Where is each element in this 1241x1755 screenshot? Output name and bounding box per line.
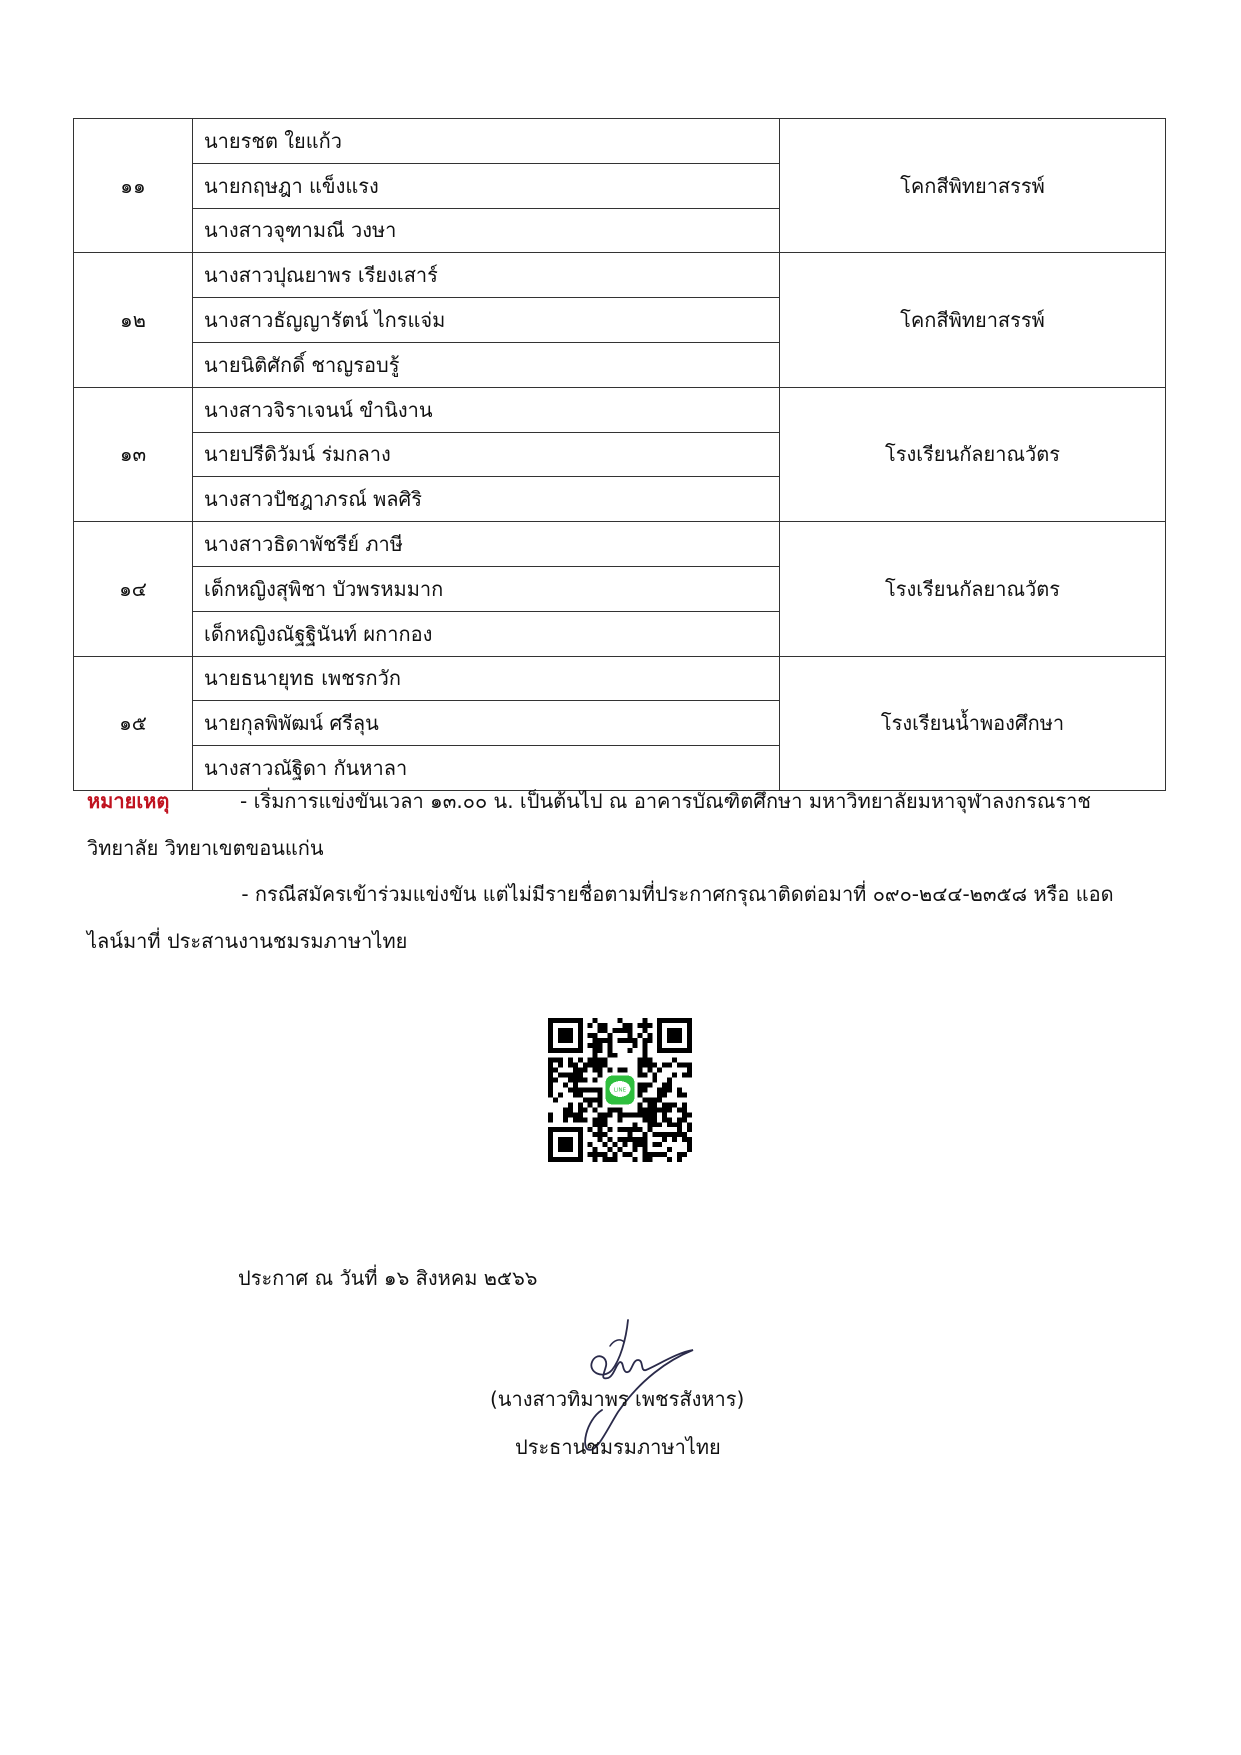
team-school: โรงเรียนน้ำพองศึกษา: [780, 656, 1166, 790]
table-row: [74, 387, 1166, 432]
team-number: ๑๔: [74, 522, 193, 656]
member-name: นางสาวจุฑามณี วงษา: [193, 208, 780, 253]
member-name: นายรชต ใยแก้ว: [193, 119, 780, 164]
team-school: โคกสีพิทยาสรรพ์: [780, 119, 1166, 253]
member-name: นายธนายุทธ เพชรกวัก: [193, 656, 780, 701]
member-name: นางสาวปุณยาพร เรียงเสาร์: [193, 253, 780, 298]
team-number: ๑๕: [74, 656, 193, 790]
note-line-2: [87, 871, 1177, 918]
line-logo-text: LINE: [613, 1087, 627, 1094]
note-text-1: - เริ่มการแข่งขันเวลา ๑๓.๐๐ น. เป็นต้นไป ณ อาคารบัณฑิตศึกษา มหาวิทยาลัยมหาจุฬาลงกรณราช: [240, 789, 1091, 813]
member-name: เด็กหญิงณัฐฐินันท์ ผกากอง: [193, 611, 780, 656]
line-qr-code: [548, 1018, 692, 1162]
team-school: โคกสีพิทยาสรรพ์: [780, 253, 1166, 387]
note-line-2-cont: ไลน์มาที่ ประสานงานชมรมภาษาไทย: [87, 929, 408, 953]
signer-name: (นางสาวทิมาพร เพชรสังหาร): [490, 1387, 745, 1411]
member-name: นายกุลพิพัฒน์ ศรีลุน: [193, 701, 780, 746]
team-number: ๑๑: [74, 119, 193, 253]
member-name: เด็กหญิงสุพิชา บัวพรหมมาก: [193, 566, 780, 611]
announcement-date: ประกาศ ณ วันที่ ๑๖ สิงหคม ๒๕๖๖: [238, 1266, 538, 1290]
member-name: นางสาวณัฐิดา กันหาลา: [193, 746, 780, 791]
member-name: นายกฤษฎา แข็งแรง: [193, 163, 780, 208]
member-name: นายปรีดิวัมน์ ร่มกลาง: [193, 432, 780, 477]
member-name: นางสาวธัญญารัตน์ ไกรแจ่ม: [193, 298, 780, 343]
note-text-2: - กรณีสมัครเข้าร่วมแข่งขัน แต่ไม่มีรายชื่อตามที่ประกาศกรุณาติดต่อมาที่ ๐๙๐-๒๔๔-๒๓๕๘ หรือ แอด: [241, 882, 1114, 906]
member-name: นางสาวจิราเจนน์ ขำนิงาน: [193, 387, 780, 432]
table-row: [74, 656, 1166, 701]
note-line-1-cont: วิทยาลัย วิทยาเขตขอนแก่น: [87, 836, 324, 860]
table-row: [74, 119, 1166, 164]
note-line-1: [87, 778, 1177, 825]
member-name: นางสาวธิดาพัชรีย์ ภาษี: [193, 522, 780, 567]
table-row: [74, 253, 1166, 298]
member-name: นายนิติศักดิ์ ชาญรอบรู้: [193, 342, 780, 387]
signer-position: ประธานชมรมภาษาไทย: [515, 1435, 721, 1459]
team-number: ๑๒: [74, 253, 193, 387]
team-number: ๑๓: [74, 387, 193, 521]
note-label: หมายเหตุ: [87, 789, 170, 813]
team-school: โรงเรียนกัลยาณวัตร: [780, 522, 1166, 656]
member-name: นางสาวปัชฎาภรณ์ พลศิริ: [193, 477, 780, 522]
teams-table: [73, 118, 1166, 791]
table-row: [74, 522, 1166, 567]
team-school: โรงเรียนกัลยาณวัตร: [780, 387, 1166, 521]
